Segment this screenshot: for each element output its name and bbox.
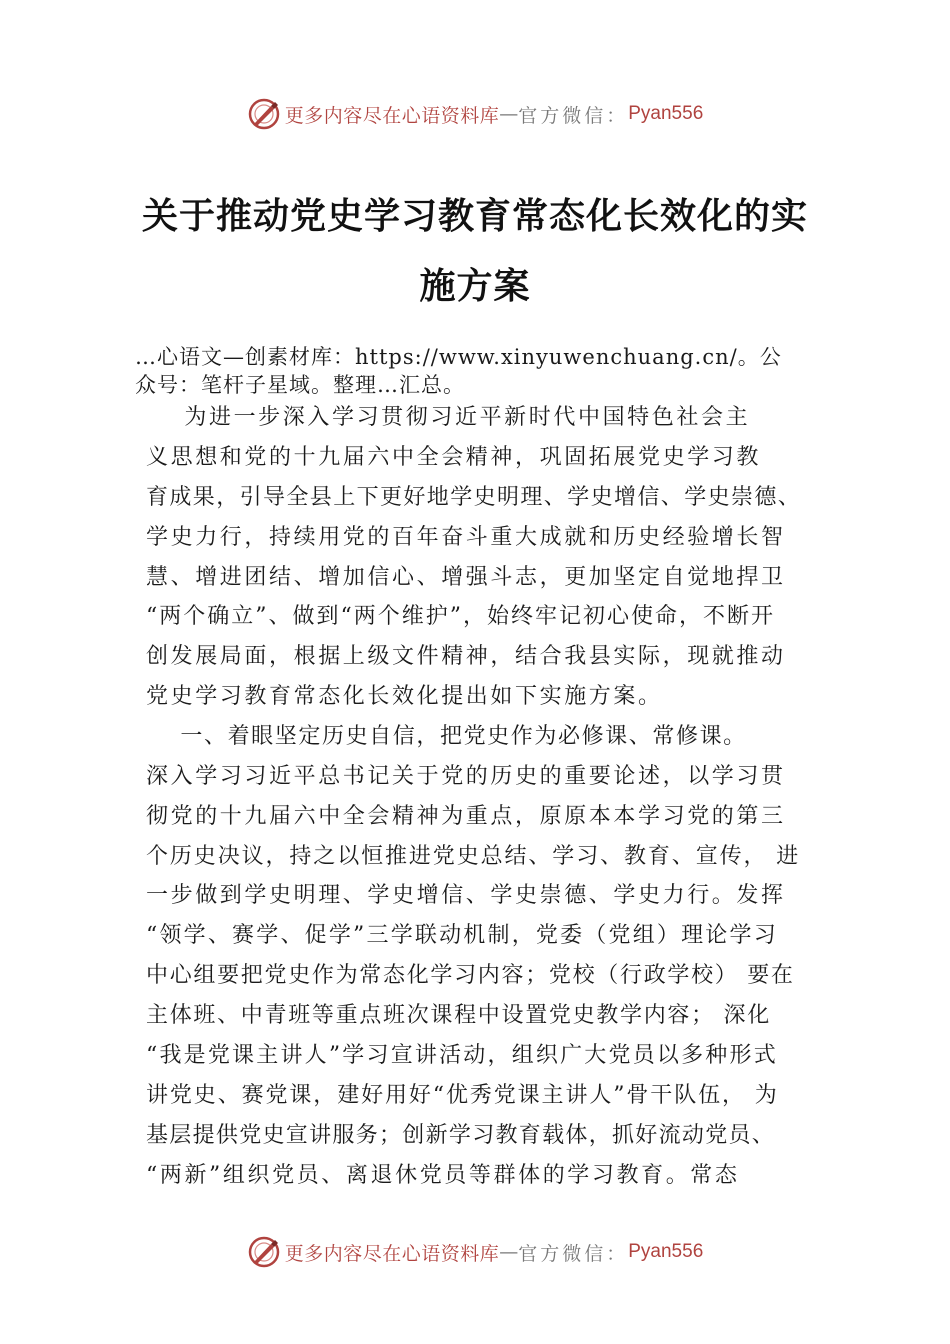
body-line: 彻党的十九届六中全会精神为重点，原原本本学习党的第三 (146, 804, 786, 829)
pen-logo-icon (247, 1235, 281, 1269)
body-line: 深入学习习近平总书记关于党的历史的重要论述，以学习贯 (146, 764, 786, 789)
body-line: “两个确立”、做到“两个维护”，始终牢记初心使命，不断开 (146, 604, 775, 629)
body-line: 中心组要把党史作为常态化学习内容；党校（行政学校） 要在 (146, 963, 795, 988)
banner-text: 更多内容尽在心语资料库 (284, 104, 500, 127)
banner-wechat-label: 官方微信： (518, 1242, 629, 1265)
footer-banner (0, 1232, 950, 1272)
body-line: 育成果，引导全县上下更好地学史明理、学史增信、学史崇德、 (146, 485, 802, 510)
body-line: 为进一步深入学习贯彻习近平新时代中国特色社会主 (146, 405, 751, 430)
body-line: 义思想和党的十九届六中全会精神，巩固拓展党史学习教 (146, 445, 762, 470)
body-line: 一、着眼坚定历史自信，把党史作为必修课、常修课。 (146, 724, 747, 749)
document-title-line-1: 关于推动党史学习教育常态化长效化的实 (141, 195, 808, 237)
body-line: 个历史决议，持之以恒推进党史总结、学习、教育、宣传， 进 (146, 844, 801, 869)
source-line-1: …心语文—创素材库：https://www.xinyuwenchuang.cn/。公 (135, 345, 782, 369)
banner-text: 更多内容尽在心语资料库 (284, 1242, 500, 1265)
banner-separator: — (499, 1241, 519, 1263)
body-line: 党史学习教育常态化长效化提出如下实施方案。 (146, 684, 663, 709)
pen-logo-icon (247, 97, 281, 131)
body-line: 一步做到学史明理、学史增信、学史崇德、学史力行。发挥 (146, 883, 786, 908)
body-line: “领学、赛学、促学”三学联动机制，党委（党组）理论学习 (146, 923, 778, 948)
body-line: 慧、增进团结、增加信心、增强斗志，更加坚定自觉地捍卫 (146, 565, 786, 590)
banner-wechat-id: Pyan556 (628, 1241, 704, 1262)
body-line: 基层提供党史宣讲服务；创新学习教育载体，抓好流动党员、 (146, 1123, 776, 1148)
body-line: “我是党课主讲人”学习宣讲活动，组织广大党员以多种形式 (146, 1043, 778, 1068)
body-line: 创发展局面，根据上级文件精神，结合我县实际，现就推动 (146, 644, 786, 669)
banner-wechat-label: 官方微信： (518, 104, 629, 127)
banner-separator: — (499, 103, 519, 125)
body-line: 学史力行，持续用党的百年奋斗重大成就和历史经验增长智 (146, 525, 786, 550)
header-banner (0, 94, 950, 134)
body-line: 主体班、中青班等重点班次课程中设置党史教学内容； 深化 (146, 1003, 771, 1028)
document-title-line-2: 施方案 (419, 265, 531, 307)
body-line: 讲党史、赛党课，建好用好“优秀党课主讲人”骨干队伍， 为 (146, 1083, 779, 1108)
banner-wechat-id: Pyan556 (628, 103, 704, 124)
source-line-2: 众号：笔杆子星域。整理…汇总。 (135, 373, 465, 397)
body-line: “两新”组织党员、离退休党员等群体的学习教育。常态 (146, 1163, 740, 1188)
